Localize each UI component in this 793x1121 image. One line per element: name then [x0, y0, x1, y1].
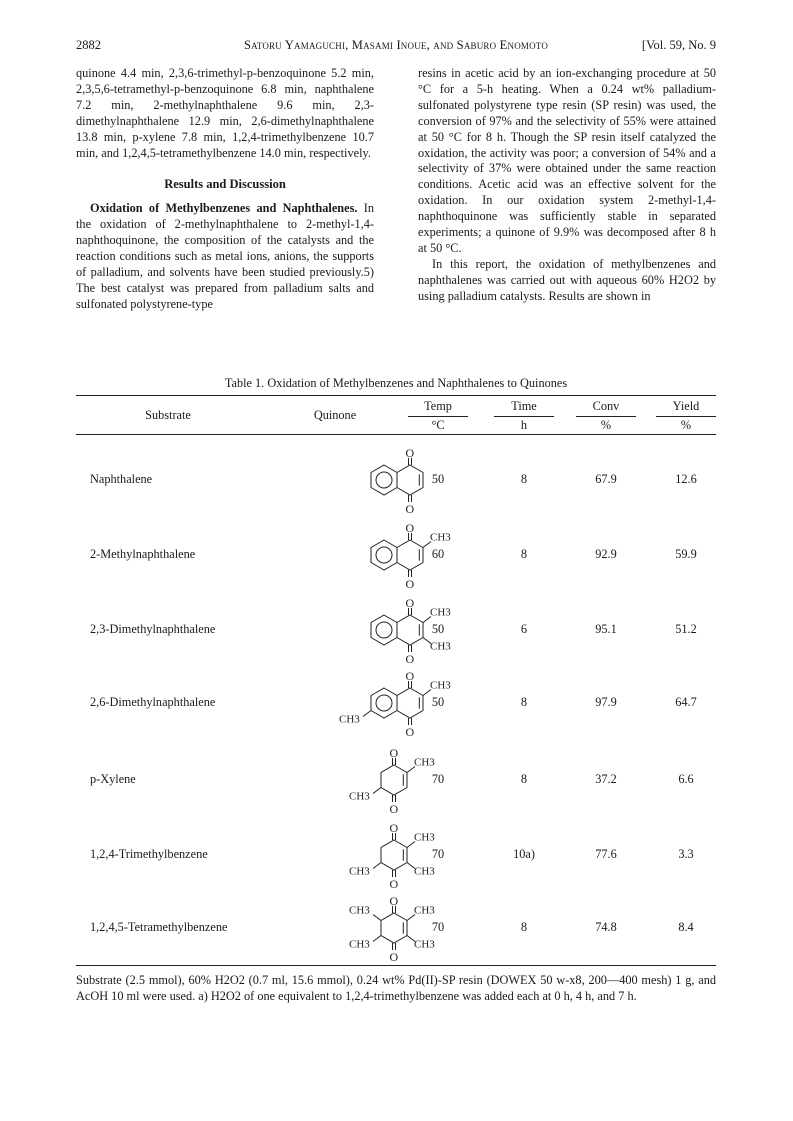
cell-conv: 95.1: [595, 622, 617, 636]
cell-time: 8: [520, 695, 528, 709]
oxygen-label: O: [405, 669, 415, 683]
cell-time: 10a): [513, 847, 535, 861]
table-row: [76, 440, 716, 520]
table-caption: Table 1. Oxidation of Methylbenzenes and Naphthalenes to Quinones: [224, 376, 568, 390]
col-header-yield-unit: %: [656, 416, 716, 433]
cell-temp: 50: [431, 622, 445, 636]
col-header-conv-label: Conv: [592, 399, 620, 413]
oxygen-label: O: [389, 802, 399, 816]
right-column: [418, 66, 716, 305]
methyl-label: CH3: [430, 640, 451, 653]
methyl-label: CH3: [430, 679, 451, 692]
cell-yield: 8.4: [678, 920, 694, 934]
col-header-temp: [408, 399, 468, 433]
cell-conv: 77.6: [595, 847, 617, 861]
methyl-label: CH3: [414, 904, 435, 917]
oxygen-label: O: [405, 577, 415, 591]
oxygen-label: O: [389, 877, 399, 891]
methyl-label: CH3: [349, 865, 370, 878]
paragraph: quinone 4.4 min, 2,3,6-trimethyl-p-benzoquinone 5.2 min, 2,3,5,6-tetramethyl-p-benzoquinone 6.8 min, naphthalene 7.2 min, 2-methylnaphthalene 9.6 min, 2,3-dimethylnaphthalene 12.9 min, 2,6-dimethylnaphthalene 13.8 min, p-xylene 7.8 min, 1,2,4-trimethylbenzene 10.7 min, and 1,2,4,5-tetramethylbenzene 14.0 min, respectively.: [76, 66, 374, 160]
authors: Satoru Yamaguchi, Masami Inoue, and Saburo Enomoto: [243, 38, 549, 52]
methyl-label: CH3: [349, 790, 370, 803]
oxygen-label: O: [389, 746, 399, 760]
cell-substrate: 1,2,4-Trimethylbenzene: [90, 847, 208, 861]
table-header-rule: [76, 434, 716, 435]
table-footnote: Substrate (2.5 mmol), 60% H2O2 (0.7 ml, 15.6 mmol), 0.24 wt% Pd(II)-SP resin (DOWEX 50 w-x8, 200—400 mesh) 1 g, and AcOH 10 ml were used. a) H2O2 of one equivalent to 1,2,4-trimethylbenzene was added each at 0 h, 4 h, and 7 h.: [76, 973, 716, 1003]
oxygen-label: O: [389, 950, 399, 964]
cell-temp: 70: [431, 847, 445, 861]
oxygen-label: O: [405, 521, 415, 535]
cell-time: 8: [520, 920, 528, 934]
cell-yield: 59.9: [675, 547, 697, 561]
cell-conv: 92.9: [595, 547, 617, 561]
col-header-time-unit: h: [494, 416, 554, 433]
cell-conv: 97.9: [595, 695, 617, 709]
col-header-time-label: Time: [511, 399, 537, 413]
cell-temp: 60: [431, 547, 445, 561]
cell-temp: 70: [431, 920, 445, 934]
oxygen-label: O: [405, 596, 415, 610]
paragraph: [76, 201, 374, 312]
cell-time: 6: [520, 622, 528, 636]
cell-substrate: p-Xylene: [90, 772, 136, 786]
cell-temp: 70: [431, 772, 445, 786]
paragraph: resins in acetic acid by an ion-exchanging procedure at 50 °C for a 5-h heating. When a 0.24 wt% palladium-sulfonated polystyrene type resin (SP resin) was used, the conversion of 97% and the selectivity of 55% were attained at 50 °C for 8 h. Though the SP resin itself catalyzed the oxidation, the activity was poor; a conversion of 54% and a selectivity of 37% were obtained under the same reaction conditions. Acetic acid was an effective solvent for the oxidation. In our oxidation system 2-methyl-1,4-naphthoquinone was sufficiently stable in separated experiments; a quinone of 9.9% was decomposed after 8 h at 50 °C.: [418, 66, 716, 255]
cell-yield: 3.3: [678, 847, 694, 861]
cell-time: 8: [520, 472, 528, 486]
cell-substrate: 2,3-Dimethylnaphthalene: [90, 622, 216, 636]
table-row: [76, 740, 716, 820]
running-header: [76, 38, 716, 56]
subsection-heading: Oxidation of Methylbenzenes and Naphthalenes.: [90, 201, 358, 216]
cell-yield: 51.2: [675, 622, 697, 636]
section-heading: Results and Discussion: [164, 177, 286, 192]
methyl-label: CH3: [414, 938, 435, 951]
cell-yield: 64.7: [675, 695, 697, 709]
methyl-label: CH3: [339, 713, 360, 726]
cell-temp: 50: [431, 472, 445, 486]
cell-time: 8: [520, 547, 528, 561]
cell-temp: 50: [431, 695, 445, 709]
table-row: [76, 663, 716, 743]
oxygen-label: O: [389, 821, 399, 835]
cell-substrate: 2-Methylnaphthalene: [90, 547, 196, 561]
table-top-rule: [76, 395, 716, 396]
oxygen-label: O: [389, 894, 399, 908]
cell-time: 8: [520, 772, 528, 786]
methyl-label: CH3: [430, 531, 451, 544]
volume-info: [Vol. 59, No. 9: [641, 38, 716, 52]
table-row: [76, 515, 716, 595]
col-header-temp-unit: °C: [408, 416, 468, 433]
oxygen-label: O: [405, 446, 415, 460]
col-header-quinone: Quinone: [313, 408, 357, 422]
oxygen-label: O: [405, 725, 415, 739]
methyl-label: CH3: [430, 606, 451, 619]
col-header-conv-unit: %: [576, 416, 636, 433]
col-header-temp-label: Temp: [424, 399, 452, 413]
cell-substrate: 2,6-Dimethylnaphthalene: [90, 695, 216, 709]
oxygen-label: O: [405, 652, 415, 666]
cell-yield: 6.6: [678, 772, 694, 786]
col-header-yield-label: Yield: [672, 399, 700, 413]
paragraph: In this report, the oxidation of methylbenzenes and naphthalenes was carried out with aqueous 60% H2O2 by using palladium catalysts. Results are shown in: [418, 256, 716, 303]
paragraph-text: In the oxidation of 2-methylnaphthalene to 2-methyl-1,4-naphthoquinone, the composition of the catalysts and the reaction conditions such as metal ions, anions, the supports of palladium, and solvents have been studied previously.5) The best catalyst was prepared from palladium salts and sulfonated polystyrene-type: [76, 201, 374, 311]
left-column: [76, 66, 374, 313]
table-row: [76, 888, 716, 968]
oxygen-label: O: [405, 502, 415, 516]
cell-conv: 67.9: [595, 472, 617, 486]
col-header-time: [494, 399, 554, 433]
cell-substrate: Naphthalene: [90, 472, 153, 486]
table-row: [76, 590, 716, 670]
methyl-label: CH3: [414, 756, 435, 769]
methyl-label: CH3: [414, 865, 435, 878]
cell-conv: 37.2: [595, 772, 617, 786]
col-header-substrate: Substrate: [145, 408, 191, 422]
methyl-label: CH3: [349, 938, 370, 951]
col-header-conv: [576, 399, 636, 433]
methyl-label: CH3: [414, 831, 435, 844]
methyl-label: CH3: [349, 904, 370, 917]
col-header-yield: [656, 399, 716, 433]
cell-conv: 74.8: [595, 920, 617, 934]
page-number: 2882: [76, 38, 101, 52]
cell-yield: 12.6: [675, 472, 697, 486]
cell-substrate: 1,2,4,5-Tetramethylbenzene: [90, 920, 228, 934]
table-row: [76, 815, 716, 895]
